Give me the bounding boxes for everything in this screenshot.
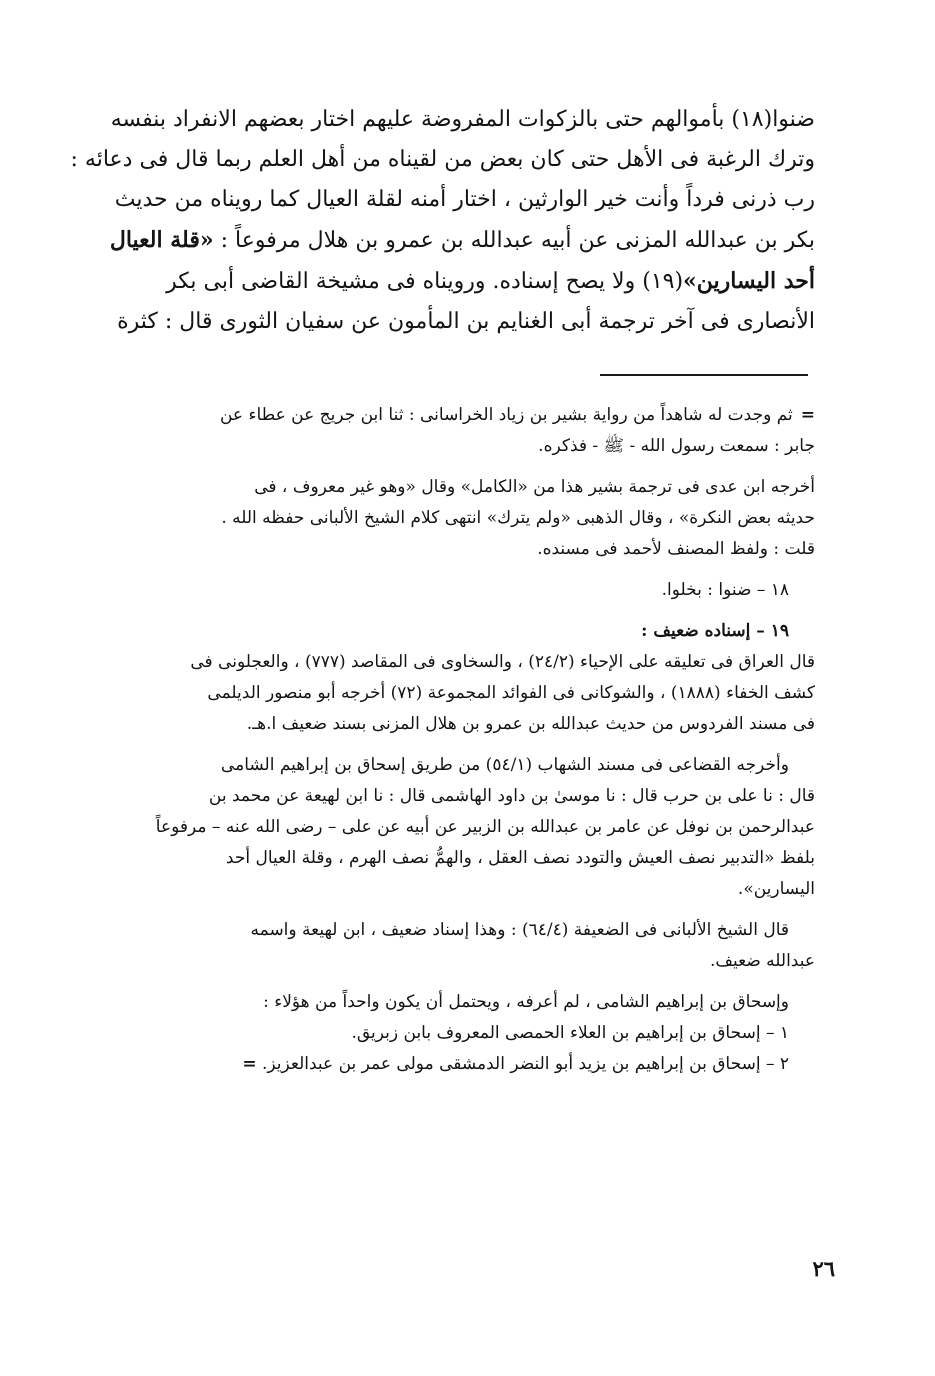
main-line-text: بكر بن عبدالله المزنى عن أبيه عبدالله بن عمرو بن هلال مرفوعاً : <box>220 228 815 253</box>
footnote-line: بلفظ «التدبير نصف العيش والتودد نصف العقل ، والهمُّ نصف الهرم ، وقلة العيال أحد <box>225 848 815 868</box>
footnote-line: قلت : ولفظ المصنف لأحمد فى مسنده. <box>537 539 815 559</box>
main-line: ضنوا(١٨) بأموالهم حتى بالزكوات المفروضة عليهم اختار بعضهم الانفراد بنفسه <box>110 107 815 132</box>
hadith-quote-bold: أحد اليسارين» <box>683 268 815 294</box>
footnote-line: وإسحاق بن إبراهيم الشامى ، لم أعرفه ، ويحتمل أن يكون واحداً من هؤلاء : <box>263 992 789 1012</box>
footnote-line: كشف الخفاء (١٨٨٨) ، والشوكانى فى الفوائد المجموعة (٧٢) أخرجه أبو منصور الديلمى <box>207 683 815 703</box>
footnote-line: عبدالرحمن بن نوفل عن عامر بن عبدالله بن الزبير عن أبيه عن على – رضى الله عنه – مرفوعاً <box>155 817 815 837</box>
footnote-line: قال العراق فى تعليقه على الإحياء (٢٤/٢) ، والسخاوى فى المقاصد (٧٧٧) ، والعجلونى فى <box>190 652 815 672</box>
hadith-quote-bold: «قلة العيال <box>109 227 214 253</box>
footnote-line: وأخرجه القضاعى فى مسند الشهاب (٥٤/١) من طريق إسحاق بن إبراهيم الشامى <box>220 755 789 775</box>
footnote-line: أخرجه ابن عدى فى ترجمة بشير هذا من «الكامل» وقال «وهو غير معروف ، فى <box>254 477 815 497</box>
footnote-line: قال الشيخ الألبانى فى الضعيفة (٦٤/٤) : وهذا إسناد ضعيف ، ابن لهيعة واسمه <box>250 920 789 940</box>
footnote-paragraph <box>125 472 815 565</box>
list-item-text: ٢ – إسحاق بن إبراهيم بن يزيد أبو النضر الدمشقى مولى عمر بن عبدالعزيز. <box>262 1054 789 1074</box>
footnote-continuation <box>125 400 815 462</box>
page-number: ٢٦ <box>812 1256 835 1281</box>
footnote-paragraph <box>125 915 815 977</box>
footnote-line: عبدالله ضعيف. <box>709 951 815 971</box>
footnotes <box>125 400 815 1090</box>
main-line <box>125 261 815 302</box>
main-line: وترك الرغبة فى الأهل حتى كان بعض من لقيناه من أهل العلم ربما قال فى دعائه : <box>70 147 815 172</box>
footnote-line: فى مسند الفردوس من حديث عبدالله بن عمرو بن هلال المزنى بسند ضعيف ا.هـ. <box>246 714 815 734</box>
main-text <box>70 100 815 342</box>
footnote-heading: ١٩ – إسناده ضعيف : <box>641 621 789 641</box>
footnote-line: جابر : سمعت رسول الله - ﷺ - فذكره. <box>538 436 815 456</box>
footnote-19 <box>125 616 815 740</box>
footnote-line: حديثه بعض النكرة» ، وقال الذهبى «ولم يترك» انتهى كلام الشيخ الألبانى حفظه الله . <box>221 508 815 528</box>
footnote-separator <box>600 374 808 376</box>
footnote-line: اليسارين». <box>737 879 815 899</box>
main-line: الأنصارى فى آخر ترجمة أبى الغنايم بن المأمون عن سفيان الثورى قال : كثرة <box>117 309 815 334</box>
footnote-line: ١٨ – ضنوا : بخلوا. <box>661 580 789 600</box>
footnote-list <box>125 987 815 1080</box>
list-item <box>125 1049 789 1080</box>
continuation-mark: = <box>800 405 815 425</box>
footnote-line: ثم وجدت له شاهداً من رواية بشير بن زياد الخراسانى : ثنا ابن جريج عن عطاء عن <box>219 405 793 425</box>
footnote-paragraph <box>125 750 815 905</box>
footnote-line: قال : نا على بن حرب قال : نا موسىٰ بن داود الهاشمى قال : نا ابن لهيعة عن محمد بن <box>208 786 815 806</box>
footnote-18 <box>125 575 815 606</box>
main-line: رب ذرنى فرداً وأنت خير الوارثين ، اختار أمنه لقلة العيال كما رويناه من حديث <box>114 187 815 212</box>
list-item: ١ – إسحاق بن إبراهيم بن العلاء الحمصى المعروف بابن زبريق. <box>351 1023 789 1043</box>
main-line <box>109 220 815 261</box>
main-line-text: (١٩) ولا يصح إسناده. ورويناه فى مشيخة القاضى أبى بكر <box>166 269 684 294</box>
continuation-mark: = <box>242 1054 257 1074</box>
